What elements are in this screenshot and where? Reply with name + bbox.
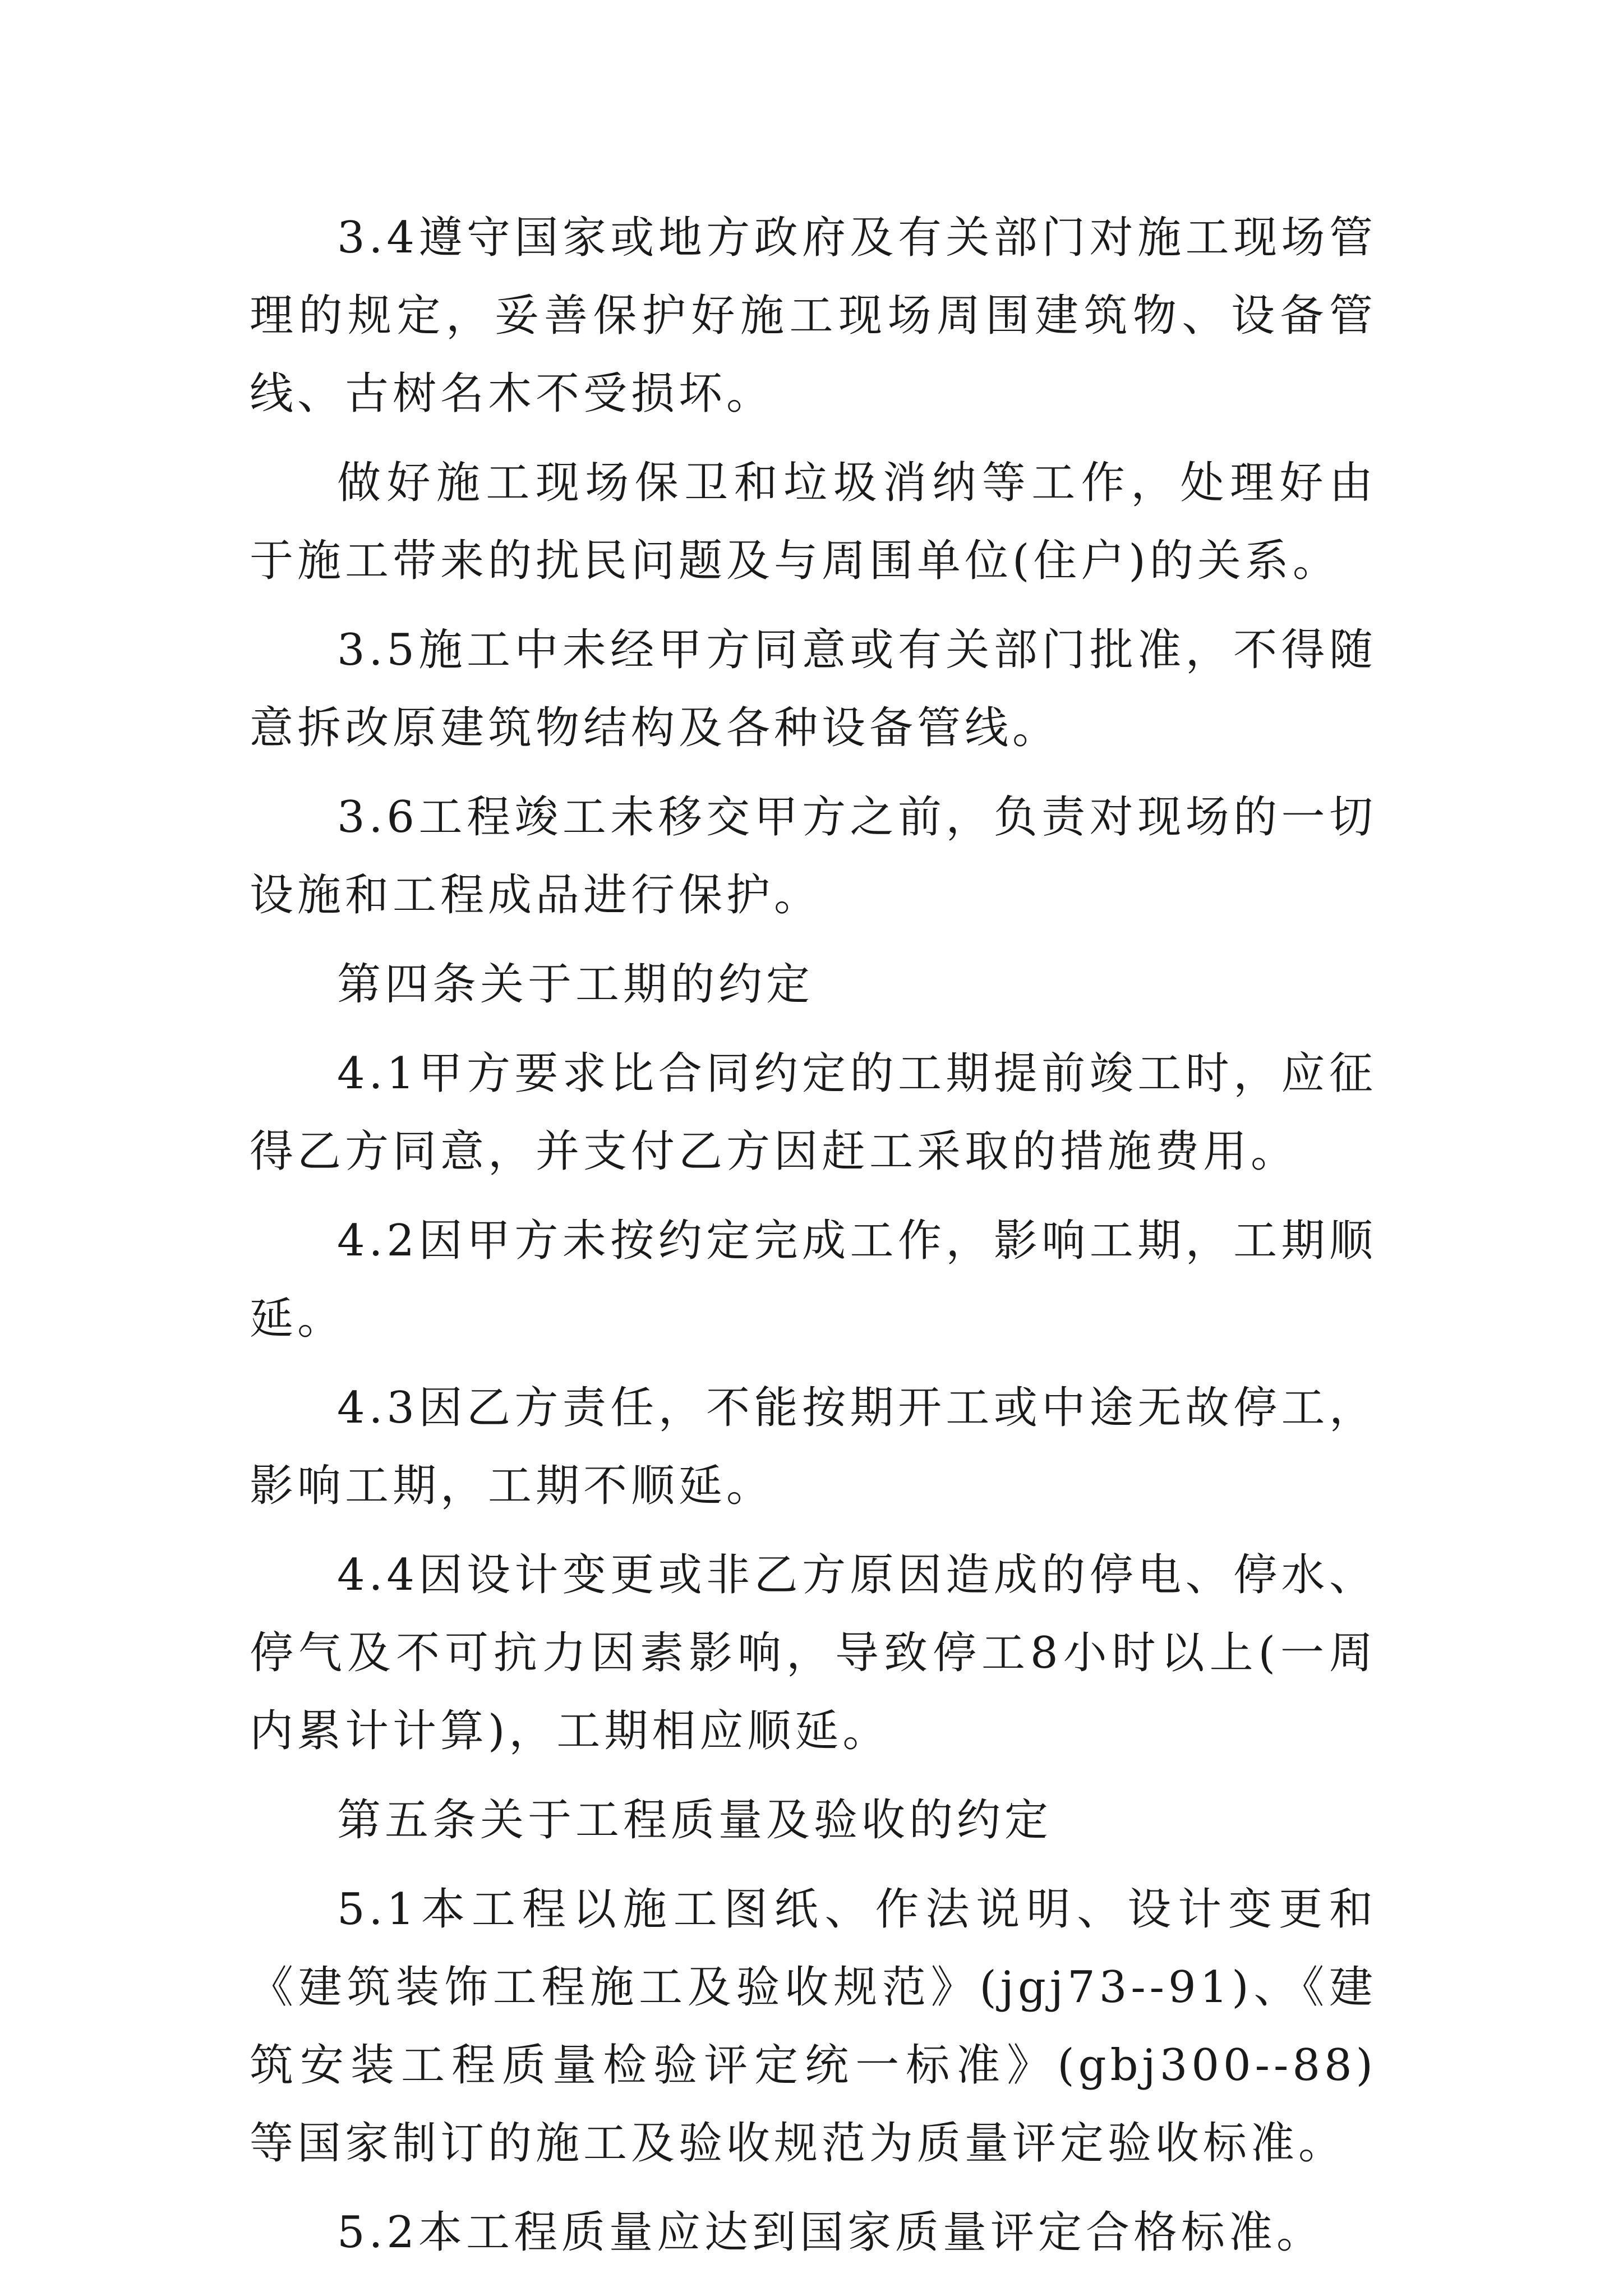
heading-article-4: 第四条关于工期的约定 [337,959,814,1010]
paragraph-4-1: 4.1甲方要求比合同约定的工期提前竣工时，应征得乙方同意，并支付乙方因赶工采取的措施费用。 [250,1048,1377,1177]
document-body [250,199,1377,2283]
paragraph-5-2: 5.2本工程质量应达到国家质量评定合格标准。 [337,2207,1325,2258]
paragraph-3-6: 3.6工程竣工未移交甲方之前，负责对现场的一切设施和工程成品进行保护。 [250,792,1377,921]
paragraph-4-4: 4.4因设计变更或非乙方原因造成的停电、停水、停气及不可抗力因素影响，导致停工8小时以上(一周内累计计算)，工期相应顺延。 [250,1550,1377,1756]
paragraph-3-5: 3.5施工中未经甲方同意或有关部门批准，不得随意拆改原建筑物结构及各种设备管线。 [250,625,1377,753]
paragraph-5-1: 5.1本工程以施工图纸、作法说明、设计变更和《建筑装饰工程施工及验收规范》(jgj73--91)、《建筑安装工程质量检验评定统一标准》(gbj300--88)等国家制订的施工及验收规范为质量评定验收标准。 [250,1884,1377,2169]
paragraph-4-2: 4.2因甲方未按约定完成工作，影响工期，工期顺延。 [250,1216,1377,1344]
paragraph-4-3: 4.3因乙方责任，不能按期开工或中途无故停工，影响工期，工期不顺延。 [250,1383,1377,1511]
heading-article-5: 第五条关于工程质量及验收的约定 [337,1795,1053,1846]
paragraph-site-security: 做好施工现场保卫和垃圾消纳等工作，处理好由于施工带来的扰民问题及与周围单位(住户)的关系。 [250,458,1377,586]
paragraph-3-4: 3.4遵守国家或地方政府及有关部门对施工现场管理的规定，妥善保护好施工现场周围建筑物、设备管线、古树名木不受损坏。 [250,213,1377,419]
